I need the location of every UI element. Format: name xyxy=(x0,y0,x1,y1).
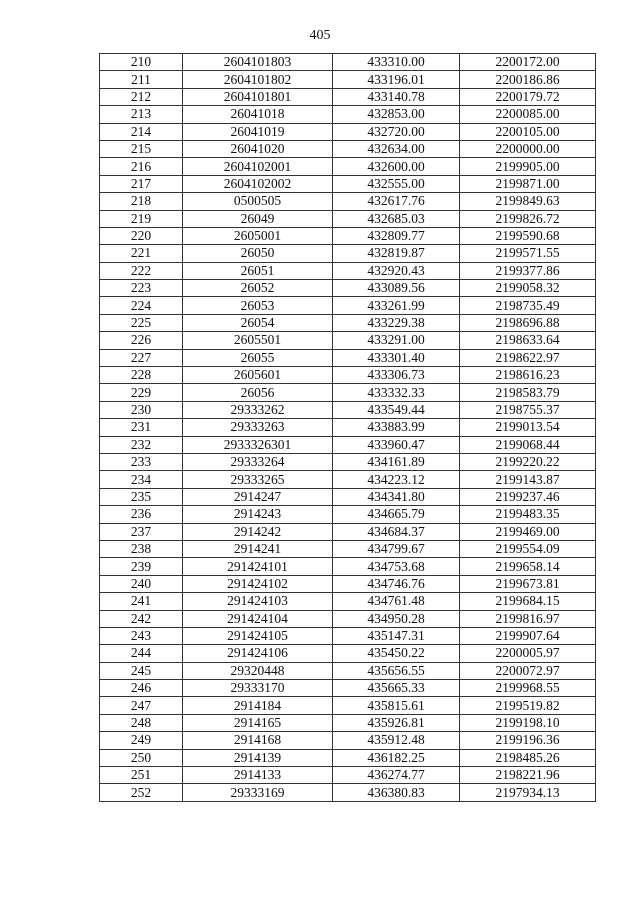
table-row xyxy=(100,506,596,523)
page-number: 405 xyxy=(309,28,331,43)
point-number-cell: 237 xyxy=(100,523,183,540)
table-row xyxy=(100,732,596,749)
point-number-cell: 214 xyxy=(100,123,183,140)
point-code-cell: 26055 xyxy=(183,349,333,366)
y-coordinate-cell: 2199826.72 xyxy=(460,210,596,227)
point-number-cell: 216 xyxy=(100,158,183,175)
x-coordinate-cell: 432819.87 xyxy=(333,245,460,262)
point-code-cell: 26050 xyxy=(183,245,333,262)
point-code-cell: 2914133 xyxy=(183,767,333,784)
x-coordinate-cell: 433310.00 xyxy=(333,54,460,71)
point-number-cell: 225 xyxy=(100,314,183,331)
point-code-cell: 291424105 xyxy=(183,627,333,644)
x-coordinate-cell: 436380.83 xyxy=(333,784,460,801)
point-code-cell: 2914247 xyxy=(183,488,333,505)
point-code-cell: 2604101801 xyxy=(183,88,333,105)
x-coordinate-cell: 432600.00 xyxy=(333,158,460,175)
y-coordinate-cell: 2197934.13 xyxy=(460,784,596,801)
x-coordinate-cell: 435912.48 xyxy=(333,732,460,749)
y-coordinate-cell: 2200000.00 xyxy=(460,140,596,157)
y-coordinate-cell: 2198221.96 xyxy=(460,767,596,784)
point-code-cell: 29333169 xyxy=(183,784,333,801)
point-number-cell: 240 xyxy=(100,575,183,592)
table-row xyxy=(100,488,596,505)
point-number-cell: 228 xyxy=(100,367,183,384)
point-number-cell: 210 xyxy=(100,54,183,71)
table-row xyxy=(100,471,596,488)
x-coordinate-cell: 434753.68 xyxy=(333,558,460,575)
table-row xyxy=(100,593,596,610)
y-coordinate-cell: 2198616.23 xyxy=(460,367,596,384)
point-number-cell: 249 xyxy=(100,732,183,749)
point-number-cell: 230 xyxy=(100,401,183,418)
point-number-cell: 241 xyxy=(100,593,183,610)
point-number-cell: 213 xyxy=(100,106,183,123)
point-number-cell: 226 xyxy=(100,332,183,349)
table-row xyxy=(100,610,596,627)
y-coordinate-cell: 2198735.49 xyxy=(460,297,596,314)
point-number-cell: 232 xyxy=(100,436,183,453)
y-coordinate-cell: 2199968.55 xyxy=(460,680,596,697)
x-coordinate-cell: 435926.81 xyxy=(333,714,460,731)
point-code-cell: 29333265 xyxy=(183,471,333,488)
point-code-cell: 2605501 xyxy=(183,332,333,349)
point-number-cell: 248 xyxy=(100,714,183,731)
point-number-cell: 247 xyxy=(100,697,183,714)
table-row xyxy=(100,54,596,71)
y-coordinate-cell: 2199013.54 xyxy=(460,419,596,436)
y-coordinate-cell: 2200172.00 xyxy=(460,54,596,71)
table-row xyxy=(100,314,596,331)
point-number-cell: 236 xyxy=(100,506,183,523)
table-row xyxy=(100,784,596,801)
table-row xyxy=(100,697,596,714)
point-number-cell: 218 xyxy=(100,193,183,210)
table-row xyxy=(100,245,596,262)
y-coordinate-cell: 2198755.37 xyxy=(460,401,596,418)
y-coordinate-cell: 2200085.00 xyxy=(460,106,596,123)
y-coordinate-cell: 2199058.32 xyxy=(460,280,596,297)
x-coordinate-cell: 434665.79 xyxy=(333,506,460,523)
x-coordinate-cell: 434746.76 xyxy=(333,575,460,592)
point-code-cell: 26054 xyxy=(183,314,333,331)
y-coordinate-cell: 2199571.55 xyxy=(460,245,596,262)
coordinates-table xyxy=(99,53,596,802)
table-row xyxy=(100,262,596,279)
table-row xyxy=(100,280,596,297)
x-coordinate-cell: 433089.56 xyxy=(333,280,460,297)
y-coordinate-cell: 2198485.26 xyxy=(460,749,596,766)
table-row xyxy=(100,540,596,557)
y-coordinate-cell: 2199237.46 xyxy=(460,488,596,505)
table-row xyxy=(100,88,596,105)
table-row xyxy=(100,575,596,592)
y-coordinate-cell: 2199905.00 xyxy=(460,158,596,175)
point-code-cell: 291424102 xyxy=(183,575,333,592)
point-number-cell: 217 xyxy=(100,175,183,192)
table-row xyxy=(100,749,596,766)
x-coordinate-cell: 433140.78 xyxy=(333,88,460,105)
y-coordinate-cell: 2199907.64 xyxy=(460,627,596,644)
x-coordinate-cell: 435815.61 xyxy=(333,697,460,714)
x-coordinate-cell: 433301.40 xyxy=(333,349,460,366)
point-number-cell: 239 xyxy=(100,558,183,575)
point-code-cell: 291424106 xyxy=(183,645,333,662)
x-coordinate-cell: 432685.03 xyxy=(333,210,460,227)
x-coordinate-cell: 434341.80 xyxy=(333,488,460,505)
point-code-cell: 2604101802 xyxy=(183,71,333,88)
x-coordinate-cell: 434761.48 xyxy=(333,593,460,610)
point-code-cell: 2914184 xyxy=(183,697,333,714)
table-row xyxy=(100,453,596,470)
x-coordinate-cell: 434223.12 xyxy=(333,471,460,488)
table-row xyxy=(100,662,596,679)
table-row xyxy=(100,436,596,453)
table-row xyxy=(100,297,596,314)
point-code-cell: 29333263 xyxy=(183,419,333,436)
x-coordinate-cell: 433883.99 xyxy=(333,419,460,436)
point-code-cell: 2914139 xyxy=(183,749,333,766)
point-code-cell: 2914241 xyxy=(183,540,333,557)
table-row xyxy=(100,384,596,401)
point-number-cell: 212 xyxy=(100,88,183,105)
point-code-cell: 2605001 xyxy=(183,227,333,244)
x-coordinate-cell: 435450.22 xyxy=(333,645,460,662)
x-coordinate-cell: 433549.44 xyxy=(333,401,460,418)
point-code-cell: 2604101803 xyxy=(183,54,333,71)
point-number-cell: 246 xyxy=(100,680,183,697)
point-number-cell: 234 xyxy=(100,471,183,488)
table-row xyxy=(100,227,596,244)
point-number-cell: 243 xyxy=(100,627,183,644)
table-row xyxy=(100,123,596,140)
y-coordinate-cell: 2199519.82 xyxy=(460,697,596,714)
y-coordinate-cell: 2199469.00 xyxy=(460,523,596,540)
point-code-cell: 0500505 xyxy=(183,193,333,210)
point-code-cell: 26051 xyxy=(183,262,333,279)
y-coordinate-cell: 2199220.22 xyxy=(460,453,596,470)
x-coordinate-cell: 432555.00 xyxy=(333,175,460,192)
table-row xyxy=(100,210,596,227)
y-coordinate-cell: 2199198.10 xyxy=(460,714,596,731)
point-code-cell: 29333264 xyxy=(183,453,333,470)
point-number-cell: 244 xyxy=(100,645,183,662)
y-coordinate-cell: 2199377.86 xyxy=(460,262,596,279)
x-coordinate-cell: 434161.89 xyxy=(333,453,460,470)
table-row xyxy=(100,349,596,366)
x-coordinate-cell: 433229.38 xyxy=(333,314,460,331)
y-coordinate-cell: 2199590.68 xyxy=(460,227,596,244)
point-code-cell: 2914242 xyxy=(183,523,333,540)
y-coordinate-cell: 2199684.15 xyxy=(460,593,596,610)
point-number-cell: 227 xyxy=(100,349,183,366)
table-row xyxy=(100,401,596,418)
point-code-cell: 26041019 xyxy=(183,123,333,140)
point-number-cell: 235 xyxy=(100,488,183,505)
y-coordinate-cell: 2199673.81 xyxy=(460,575,596,592)
point-code-cell: 291424103 xyxy=(183,593,333,610)
point-code-cell: 26052 xyxy=(183,280,333,297)
point-code-cell: 2604102002 xyxy=(183,175,333,192)
point-code-cell: 2914165 xyxy=(183,714,333,731)
x-coordinate-cell: 433332.33 xyxy=(333,384,460,401)
point-code-cell: 2933326301 xyxy=(183,436,333,453)
table-row xyxy=(100,523,596,540)
table-row xyxy=(100,419,596,436)
point-code-cell: 26056 xyxy=(183,384,333,401)
x-coordinate-cell: 432809.77 xyxy=(333,227,460,244)
point-number-cell: 222 xyxy=(100,262,183,279)
y-coordinate-cell: 2199143.87 xyxy=(460,471,596,488)
point-code-cell: 291424104 xyxy=(183,610,333,627)
y-coordinate-cell: 2200005.97 xyxy=(460,645,596,662)
point-number-cell: 229 xyxy=(100,384,183,401)
point-number-cell: 224 xyxy=(100,297,183,314)
x-coordinate-cell: 432720.00 xyxy=(333,123,460,140)
table-body xyxy=(100,54,596,802)
x-coordinate-cell: 434799.67 xyxy=(333,540,460,557)
x-coordinate-cell: 435656.55 xyxy=(333,662,460,679)
y-coordinate-cell: 2200072.97 xyxy=(460,662,596,679)
point-number-cell: 250 xyxy=(100,749,183,766)
table-row xyxy=(100,106,596,123)
y-coordinate-cell: 2199816.97 xyxy=(460,610,596,627)
y-coordinate-cell: 2199554.09 xyxy=(460,540,596,557)
y-coordinate-cell: 2198696.88 xyxy=(460,314,596,331)
table-row xyxy=(100,680,596,697)
y-coordinate-cell: 2198622.97 xyxy=(460,349,596,366)
x-coordinate-cell: 432920.43 xyxy=(333,262,460,279)
point-number-cell: 252 xyxy=(100,784,183,801)
table-row xyxy=(100,140,596,157)
y-coordinate-cell: 2199658.14 xyxy=(460,558,596,575)
point-number-cell: 223 xyxy=(100,280,183,297)
table-row xyxy=(100,175,596,192)
point-code-cell: 26041018 xyxy=(183,106,333,123)
x-coordinate-cell: 436274.77 xyxy=(333,767,460,784)
y-coordinate-cell: 2199483.35 xyxy=(460,506,596,523)
point-code-cell: 29320448 xyxy=(183,662,333,679)
point-number-cell: 220 xyxy=(100,227,183,244)
table-row xyxy=(100,767,596,784)
x-coordinate-cell: 434950.28 xyxy=(333,610,460,627)
table-row xyxy=(100,332,596,349)
x-coordinate-cell: 433291.00 xyxy=(333,332,460,349)
y-coordinate-cell: 2199196.36 xyxy=(460,732,596,749)
point-number-cell: 221 xyxy=(100,245,183,262)
y-coordinate-cell: 2200186.86 xyxy=(460,71,596,88)
y-coordinate-cell: 2200105.00 xyxy=(460,123,596,140)
point-number-cell: 251 xyxy=(100,767,183,784)
table-row xyxy=(100,367,596,384)
point-code-cell: 26041020 xyxy=(183,140,333,157)
y-coordinate-cell: 2198633.64 xyxy=(460,332,596,349)
point-code-cell: 26049 xyxy=(183,210,333,227)
y-coordinate-cell: 2198583.79 xyxy=(460,384,596,401)
x-coordinate-cell: 432617.76 xyxy=(333,193,460,210)
x-coordinate-cell: 433306.73 xyxy=(333,367,460,384)
x-coordinate-cell: 432634.00 xyxy=(333,140,460,157)
point-number-cell: 219 xyxy=(100,210,183,227)
x-coordinate-cell: 433196.01 xyxy=(333,71,460,88)
point-number-cell: 211 xyxy=(100,71,183,88)
point-code-cell: 2914168 xyxy=(183,732,333,749)
point-number-cell: 231 xyxy=(100,419,183,436)
table-row xyxy=(100,71,596,88)
y-coordinate-cell: 2199849.63 xyxy=(460,193,596,210)
point-code-cell: 2604102001 xyxy=(183,158,333,175)
point-code-cell: 26053 xyxy=(183,297,333,314)
table-row xyxy=(100,558,596,575)
x-coordinate-cell: 433261.99 xyxy=(333,297,460,314)
point-code-cell: 2914243 xyxy=(183,506,333,523)
x-coordinate-cell: 435665.33 xyxy=(333,680,460,697)
x-coordinate-cell: 432853.00 xyxy=(333,106,460,123)
point-code-cell: 2605601 xyxy=(183,367,333,384)
table-row xyxy=(100,714,596,731)
x-coordinate-cell: 434684.37 xyxy=(333,523,460,540)
table-row xyxy=(100,193,596,210)
point-number-cell: 245 xyxy=(100,662,183,679)
point-number-cell: 242 xyxy=(100,610,183,627)
y-coordinate-cell: 2199871.00 xyxy=(460,175,596,192)
table-row xyxy=(100,627,596,644)
x-coordinate-cell: 435147.31 xyxy=(333,627,460,644)
point-number-cell: 233 xyxy=(100,453,183,470)
x-coordinate-cell: 436182.25 xyxy=(333,749,460,766)
point-number-cell: 238 xyxy=(100,540,183,557)
x-coordinate-cell: 433960.47 xyxy=(333,436,460,453)
point-code-cell: 291424101 xyxy=(183,558,333,575)
y-coordinate-cell: 2200179.72 xyxy=(460,88,596,105)
point-code-cell: 29333170 xyxy=(183,680,333,697)
point-number-cell: 215 xyxy=(100,140,183,157)
table-row xyxy=(100,158,596,175)
y-coordinate-cell: 2199068.44 xyxy=(460,436,596,453)
point-code-cell: 29333262 xyxy=(183,401,333,418)
table-row xyxy=(100,645,596,662)
